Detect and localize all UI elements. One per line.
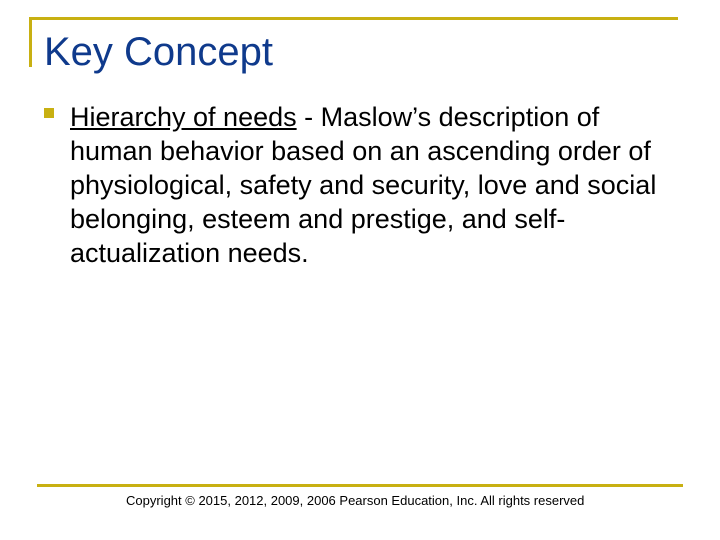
copyright-notice: Copyright © 2015, 2012, 2009, 2006 Pearson Education, Inc. All rights reserved bbox=[126, 493, 585, 508]
term-definition: - Maslow’s description of human behavior based on an ascending order of physiological, safety and security, love and social belonging, esteem and prestige, and self-actualization needs. bbox=[70, 102, 657, 268]
title-frame-top-rule bbox=[29, 17, 678, 20]
slide-title: Key Concept bbox=[44, 30, 274, 74]
key-term: Hierarchy of needs bbox=[70, 102, 297, 132]
bullet-item bbox=[44, 100, 674, 270]
square-bullet-icon bbox=[44, 108, 54, 118]
footer-rule bbox=[37, 484, 683, 487]
bullet-text bbox=[70, 100, 674, 270]
title-frame-left-rule bbox=[29, 17, 32, 67]
